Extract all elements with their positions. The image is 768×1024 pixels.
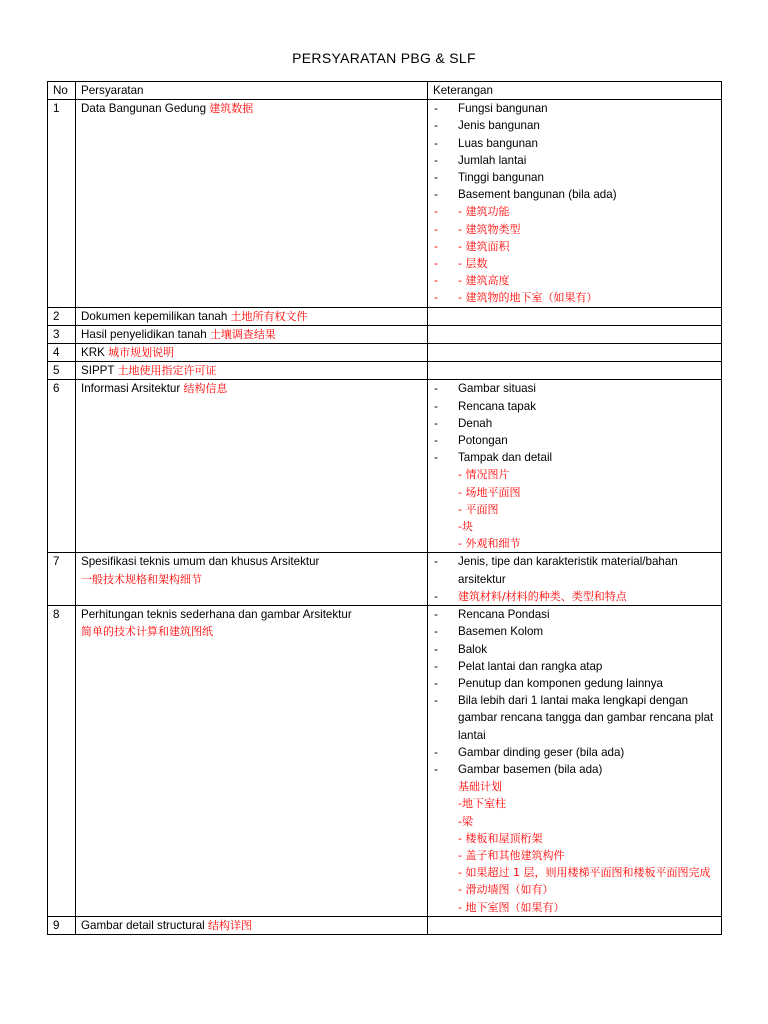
dash-bullet: -	[434, 642, 438, 656]
table-header-row	[48, 82, 722, 100]
table-row	[48, 100, 722, 307]
row-number: 1	[48, 100, 76, 307]
requirement-cell	[76, 362, 428, 380]
table-row	[48, 362, 722, 380]
requirement-text: Gambar detail structural	[81, 918, 205, 932]
list-item	[433, 432, 716, 449]
table-row	[48, 553, 722, 606]
list-item	[433, 238, 716, 255]
requirement-cell	[76, 380, 428, 553]
row-number: 2	[48, 307, 76, 325]
requirement-chinese: 土地所有权文件	[230, 309, 308, 323]
list-item-text: Denah	[458, 416, 493, 430]
dash-bullet: -	[434, 676, 438, 690]
table-row	[48, 916, 722, 934]
list-item	[433, 606, 716, 623]
list-item-text: - 层数	[458, 257, 488, 271]
list-item	[433, 221, 716, 238]
list-item	[433, 692, 716, 744]
list-item-text: Tampak dan detail	[458, 451, 553, 465]
translation-line: - 楼板和屋顶桁架	[458, 831, 543, 845]
dash-bullet: -	[434, 171, 438, 185]
requirement-chinese: 土壤调查结果	[209, 327, 276, 341]
list-item-text: Rencana Pondasi	[458, 608, 550, 622]
list-item-text: Penutup dan komponen gedung lainnya	[458, 676, 663, 690]
dash-bullet: -	[434, 694, 438, 708]
list-item	[433, 623, 716, 640]
list-item-text: - 建筑高度	[458, 274, 510, 288]
translation-line: - 外观和细节	[458, 537, 521, 551]
requirement-text: Hasil penyelidikan tanah	[81, 327, 207, 341]
row-number: 8	[48, 606, 76, 917]
list-item-text: Bila lebih dari 1 lantai maka lengkapi dengan gambar rencana tangga dan gambar rencana plat lantai	[458, 694, 714, 742]
dash-bullet: -	[434, 608, 438, 622]
translation-line: - 地下室图（如果有）	[458, 900, 565, 914]
row-number: 6	[48, 380, 76, 553]
requirement-text: Perhitungan teknis sederhana dan gambar Arsitektur	[81, 608, 352, 622]
requirement-chinese: 结构信息	[183, 382, 228, 396]
dash-bullet: -	[434, 416, 438, 430]
requirement-chinese: 建筑数据	[209, 102, 254, 116]
requirement-cell	[76, 325, 428, 343]
dash-bullet: -	[434, 188, 438, 202]
row-number: 3	[48, 325, 76, 343]
list-item-text: Jenis bangunan	[458, 119, 540, 133]
list-item	[433, 289, 716, 306]
dash-bullet: -	[434, 625, 438, 639]
dash-bullet: -	[434, 102, 438, 116]
requirement-text: Data Bangunan Gedung	[81, 102, 207, 116]
requirement-cell	[76, 344, 428, 362]
keterangan-cell	[428, 606, 722, 917]
list-item-text: Basement bangunan (bila ada)	[458, 188, 617, 202]
list-item-text: Potongan	[458, 434, 508, 448]
list-item	[433, 135, 716, 152]
list-item	[433, 641, 716, 658]
list-item	[433, 380, 716, 397]
requirement-chinese: 结构详图	[207, 918, 252, 932]
requirement-text: SIPPT	[81, 364, 115, 378]
dash-bullet: -	[434, 555, 438, 569]
list-item-text: Basemen Kolom	[458, 625, 544, 639]
list-item	[433, 117, 716, 134]
list-item	[433, 553, 716, 587]
keterangan-cell	[428, 325, 722, 343]
dash-bullet: -	[434, 382, 438, 396]
list-item-text: Jumlah lantai	[458, 153, 527, 167]
keterangan-cell	[428, 916, 722, 934]
requirement-cell	[76, 606, 428, 917]
requirement-text: Informasi Arsitektur	[81, 382, 181, 396]
translation-line: - 场地平面图	[458, 485, 521, 499]
row-number: 5	[48, 362, 76, 380]
list-item-text: Luas bangunan	[458, 136, 538, 150]
translation-line: - 平面图	[458, 502, 499, 516]
list-item-text: - 建筑面积	[458, 239, 510, 253]
table-row	[48, 380, 722, 553]
table-body	[48, 100, 722, 935]
dash-bullet: -	[434, 762, 438, 776]
list-item-text: Rencana tapak	[458, 399, 536, 413]
translation-line: 基础计划	[458, 780, 502, 794]
translation-line: - 如果超过 1 层，则用楼梯平面图和楼板平面图完成	[458, 866, 711, 880]
translation-line: - 情况图片	[458, 468, 510, 482]
keterangan-cell	[428, 362, 722, 380]
list-item-text: Gambar basemen (bila ada)	[458, 762, 603, 776]
requirement-cell	[76, 100, 428, 307]
requirement-cell	[76, 553, 428, 606]
requirement-chinese: 城市规划说明	[108, 346, 175, 360]
dash-bullet: -	[434, 239, 438, 253]
requirement-text: KRK	[81, 346, 105, 360]
dash-bullet: -	[434, 119, 438, 133]
list-item	[433, 100, 716, 117]
dash-bullet: -	[434, 399, 438, 413]
list-item-text: - 建筑功能	[458, 205, 510, 219]
dash-bullet: -	[434, 451, 438, 465]
list-item-text: Jenis, tipe dan karakteristik material/bahan arsitektur	[458, 555, 678, 586]
list-item-text: Pelat lantai dan rangka atap	[458, 659, 603, 673]
table-row	[48, 325, 722, 343]
list-item-text: - 建筑物的地下室（如果有）	[458, 291, 598, 305]
table-row	[48, 307, 722, 325]
list-item-text: 建筑材料/材料的种类、类型和特点	[458, 589, 627, 603]
dash-bullet: -	[434, 153, 438, 167]
list-item	[433, 203, 716, 220]
keterangan-cell	[428, 380, 722, 553]
requirement-cell	[76, 307, 428, 325]
page-title: PERSYARATAN PBG & SLF	[292, 50, 476, 66]
list-item	[433, 415, 716, 432]
list-item	[433, 398, 716, 415]
translation-line: - 盖子和其他建筑构件	[458, 848, 565, 862]
translation-line: - 滑动墙图（如有）	[458, 883, 554, 897]
requirement-chinese: 简单的技术计算和建筑图纸	[81, 625, 213, 639]
dash-bullet: -	[434, 589, 438, 603]
list-item-text: Balok	[458, 642, 488, 656]
header-no: No	[48, 82, 76, 100]
requirement-chinese: 土地使用指定许可证	[117, 364, 217, 378]
list-item	[433, 152, 716, 169]
list-item	[433, 744, 716, 761]
dash-bullet: -	[434, 136, 438, 150]
translation-line: -地下室柱	[458, 797, 506, 811]
list-item	[433, 449, 716, 466]
list-item-text: - 建筑物类型	[458, 222, 521, 236]
list-item-text: Gambar situasi	[458, 382, 536, 396]
translation-line: -梁	[458, 814, 473, 828]
requirements-table	[47, 81, 722, 935]
keterangan-cell	[428, 100, 722, 307]
list-item-text: Gambar dinding geser (bila ada)	[458, 745, 625, 759]
keterangan-cell	[428, 344, 722, 362]
dash-bullet: -	[434, 257, 438, 271]
list-item	[433, 169, 716, 186]
row-number: 4	[48, 344, 76, 362]
dash-bullet: -	[434, 291, 438, 305]
dash-bullet: -	[434, 222, 438, 236]
list-item	[433, 588, 716, 605]
requirement-text: Spesifikasi teknis umum dan khusus Arsitektur	[81, 555, 320, 569]
dash-bullet: -	[434, 659, 438, 673]
dash-bullet: -	[434, 205, 438, 219]
requirement-text: Dokumen kepemilikan tanah	[81, 309, 228, 323]
list-item	[433, 658, 716, 675]
translation-line: -块	[458, 520, 473, 534]
dash-bullet: -	[434, 274, 438, 288]
list-item	[433, 255, 716, 272]
dash-bullet: -	[434, 745, 438, 759]
row-number: 7	[48, 553, 76, 606]
requirement-cell	[76, 916, 428, 934]
requirement-chinese: 一般技术规格和架构细节	[81, 572, 202, 586]
list-item-text: Fungsi bangunan	[458, 102, 548, 116]
header-persyaratan: Persyaratan	[76, 82, 428, 100]
row-number: 9	[48, 916, 76, 934]
keterangan-cell	[428, 307, 722, 325]
table-row	[48, 344, 722, 362]
list-item-text: Tinggi bangunan	[458, 171, 544, 185]
list-item	[433, 186, 716, 203]
header-keterangan: Keterangan	[428, 82, 722, 100]
list-item	[433, 675, 716, 692]
list-item	[433, 761, 716, 778]
dash-bullet: -	[434, 434, 438, 448]
list-item	[433, 272, 716, 289]
keterangan-cell	[428, 553, 722, 606]
table-row	[48, 606, 722, 917]
